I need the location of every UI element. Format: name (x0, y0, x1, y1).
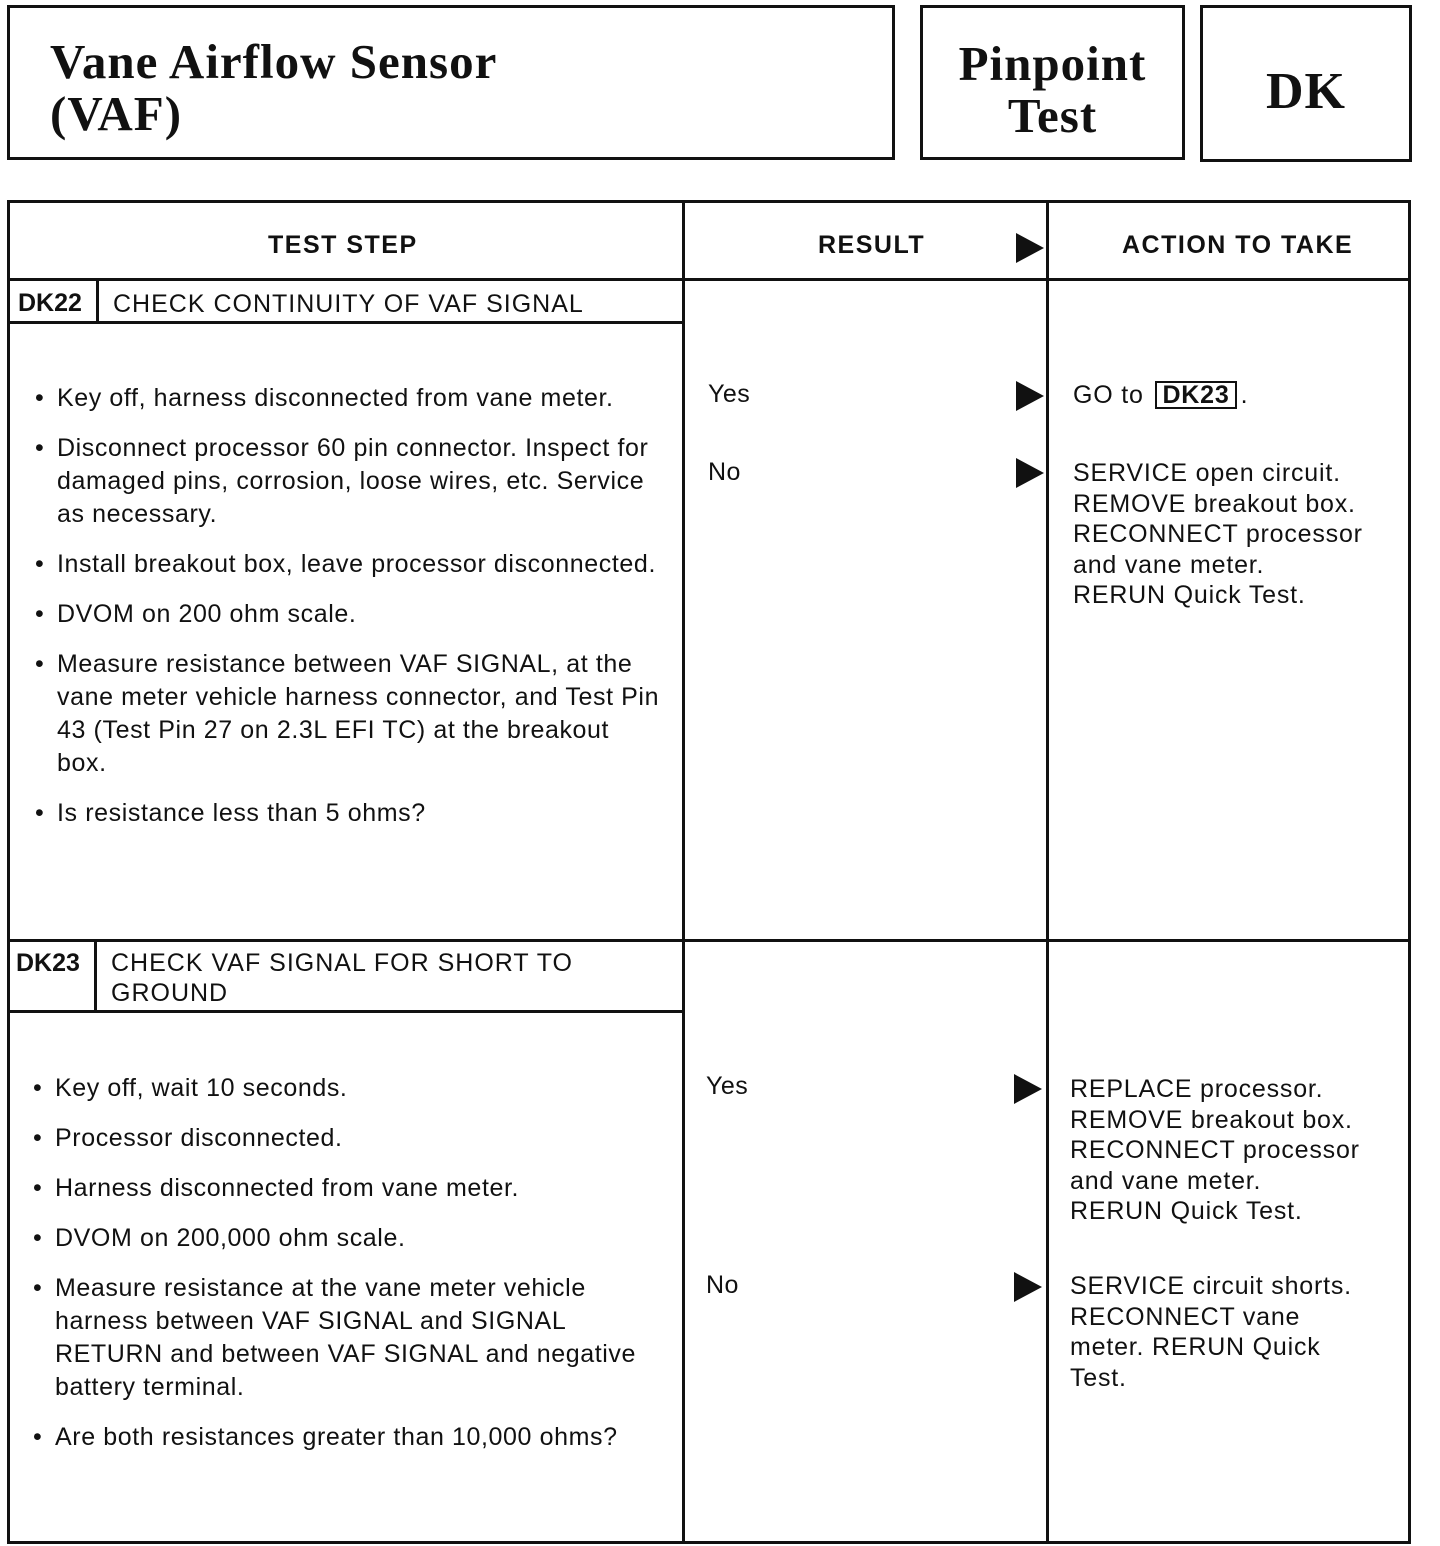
step-bullets-dk23 (31, 1072, 661, 1471)
step-bullets-dk22 (33, 382, 663, 847)
title-line-1: Vane Airflow Sensor (50, 34, 498, 89)
action-line: and vane meter. (1070, 1166, 1262, 1195)
test-type-line-1: Pinpoint (958, 36, 1147, 91)
list-item: • Key off, harness disconnected from vane meter. (33, 382, 663, 415)
action-yes-dk22 (1073, 380, 1248, 411)
action-line: meter. RERUN Quick (1070, 1333, 1321, 1361)
list-item: • Measure resistance between VAF SIGNAL, at the vane meter vehicle harness connector, and Test Pin 43 (Test Pin 27 on 2.3L EFI TC) at the breakout box. (33, 648, 663, 780)
title-box (7, 5, 895, 160)
step-title-line: GROUND (111, 979, 229, 1007)
test-type-label (923, 38, 1182, 142)
column-header-result: RESULT (818, 231, 926, 259)
list-item: • DVOM on 200 ohm scale. (33, 598, 663, 631)
page-title (50, 36, 497, 140)
result-arrow-icon (1016, 233, 1044, 263)
step-title-underline (10, 1010, 682, 1013)
list-item: • Install breakout box, leave processor disconnected. (33, 548, 663, 581)
action-line: RECONNECT vane (1070, 1302, 1301, 1331)
step-id-dk23: DK23 (16, 949, 80, 977)
list-item: • Harness disconnected from vane meter. (31, 1172, 661, 1205)
pinpoint-table (7, 200, 1411, 1544)
action-text: GO to (1073, 381, 1144, 409)
list-item: • Processor disconnected. (31, 1122, 661, 1155)
action-line: RECONNECT processor (1073, 520, 1363, 548)
action-line: and vane meter. (1073, 550, 1265, 579)
step-id-divider (96, 281, 99, 321)
title-line-2: (VAF) (50, 86, 183, 141)
column-divider-1 (682, 203, 685, 1541)
test-code-box (1200, 5, 1412, 162)
test-type-box (920, 5, 1185, 160)
step-title-dk23 (111, 948, 573, 1008)
step-title-underline (10, 321, 682, 324)
result-yes-dk22: Yes (708, 380, 751, 408)
step-id-dk22: DK22 (18, 289, 82, 317)
step-title-line: CHECK VAF SIGNAL FOR SHORT TO (111, 949, 573, 977)
goto-step-ref[interactable]: DK23 (1155, 381, 1236, 409)
action-line: SERVICE open circuit. (1073, 459, 1341, 487)
list-item: • Measure resistance at the vane meter vehicle harness between VAF SIGNAL and SIGNAL RETURN and between VAF SIGNAL and negative battery terminal. (31, 1272, 661, 1404)
action-no-dk23 (1070, 1271, 1352, 1393)
list-item: • Are both resistances greater than 10,000 ohms? (31, 1421, 661, 1454)
test-type-line-2: Test (1007, 88, 1098, 143)
action-no-dk22 (1073, 458, 1363, 611)
result-arrow-icon (1016, 458, 1044, 488)
action-line: REMOVE breakout box. (1073, 489, 1356, 518)
step-title-dk22: CHECK CONTINUITY OF VAF SIGNAL (113, 290, 584, 318)
result-arrow-icon (1014, 1074, 1042, 1104)
action-line: SERVICE circuit shorts. (1070, 1272, 1352, 1300)
list-item: • DVOM on 200,000 ohm scale. (31, 1222, 661, 1255)
list-item: • Key off, wait 10 seconds. (31, 1072, 661, 1105)
action-yes-dk23 (1070, 1074, 1360, 1227)
column-header-action: ACTION TO TAKE (1122, 231, 1354, 259)
test-code: DK (1266, 63, 1346, 120)
header-divider (10, 278, 1408, 281)
action-line: REPLACE processor. (1070, 1075, 1324, 1103)
result-yes-dk23: Yes (706, 1072, 749, 1100)
column-header-test-step: TEST STEP (268, 231, 418, 259)
list-item: • Disconnect processor 60 pin connector. Inspect for damaged pins, corrosion, loose wires, etc. Service as necessary. (33, 432, 663, 531)
action-text: . (1240, 381, 1249, 409)
action-line: RECONNECT processor (1070, 1136, 1360, 1164)
result-no-dk23: No (706, 1271, 739, 1299)
action-line: Test. (1070, 1363, 1127, 1392)
step-id-divider (94, 942, 97, 1010)
result-no-dk22: No (708, 458, 741, 486)
step-divider (10, 939, 1408, 942)
action-line: RERUN Quick Test. (1073, 581, 1306, 609)
action-line: REMOVE breakout box. (1070, 1105, 1353, 1134)
action-line: RERUN Quick Test. (1070, 1197, 1303, 1225)
result-arrow-icon (1014, 1272, 1042, 1302)
column-divider-2 (1046, 203, 1049, 1541)
result-arrow-icon (1016, 381, 1044, 411)
list-item: • Is resistance less than 5 ohms? (33, 797, 663, 830)
